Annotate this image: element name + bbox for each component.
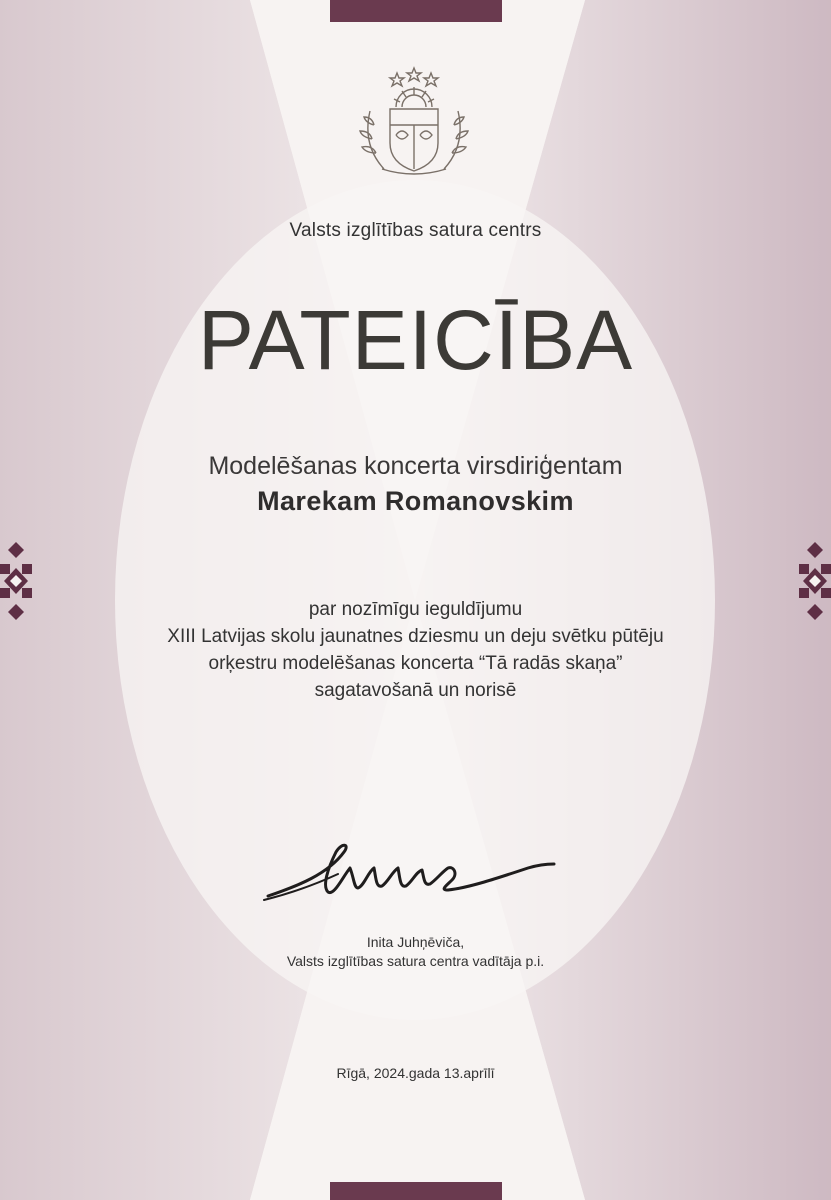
top-accent-bar	[330, 0, 502, 22]
description-line: sagatavošanā un norisē	[314, 680, 517, 701]
bottom-accent-bar	[330, 1182, 502, 1200]
description-line: orķestru modelēšanas koncerta “Tā radās skaņa”	[208, 653, 623, 674]
organization-name: Valsts izglītības satura centrs	[289, 220, 542, 241]
signer-block	[0, 933, 831, 971]
signer-position: Valsts izglītības satura centra vadītāja p.i.	[286, 953, 545, 969]
description-line: XIII Latvijas skolu jaunatnes dziesmu un deju svētku pūtēju	[167, 626, 664, 647]
latvia-coat-of-arms-icon	[352, 65, 477, 185]
document-title: PATEICĪBA	[197, 293, 634, 387]
handwritten-signature	[258, 838, 558, 908]
signer-name: Inita Juhņēviča,	[366, 934, 465, 950]
latvian-sign-ornament-icon	[799, 542, 831, 620]
description-block	[0, 596, 831, 704]
recipient-name: Marekam Romanovskim	[257, 486, 574, 516]
date-line: Rīgā, 2024.gada 13.aprīlī	[336, 1065, 495, 1081]
latvian-sign-ornament-icon	[0, 542, 32, 620]
recipient-role: Modelēšanas koncerta virsdiriģentam	[208, 452, 623, 480]
description-line: par nozīmīgu ieguldījumu	[308, 599, 523, 620]
